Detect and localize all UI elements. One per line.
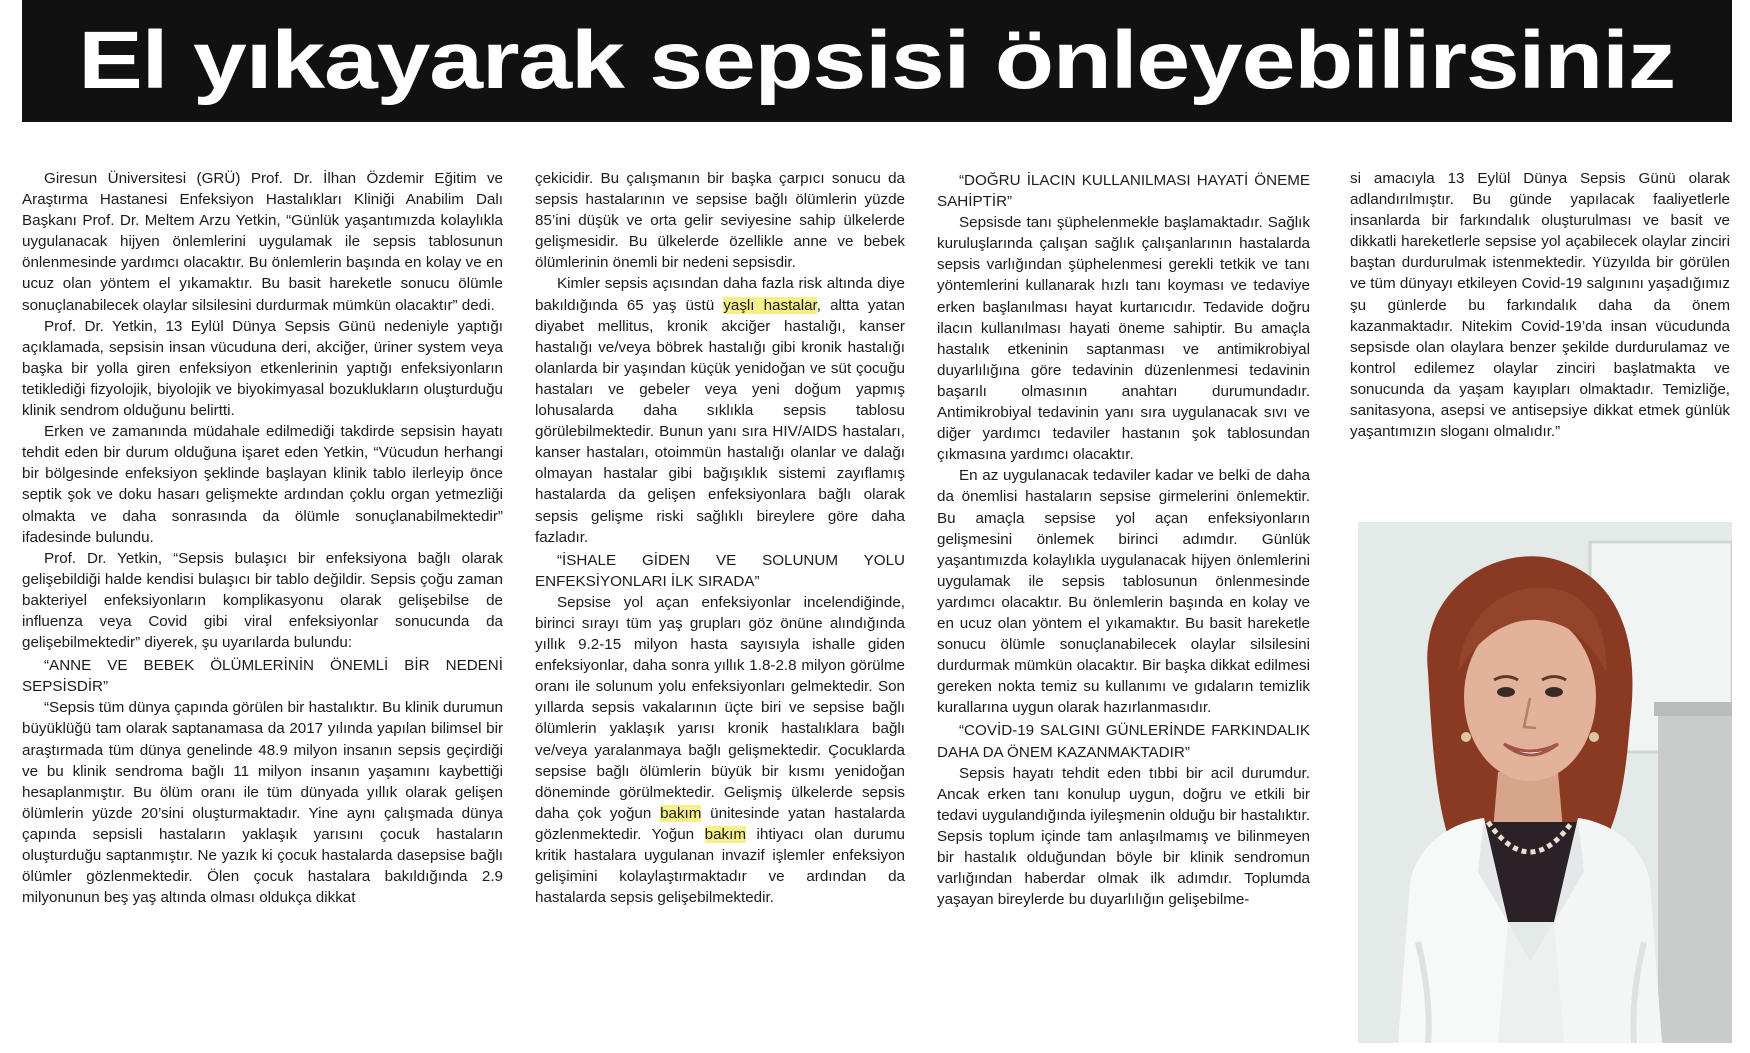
highlighted-text: bakım (660, 804, 702, 822)
subheading: “DOĞRU İLACIN KULLANILMASI HAYATİ ÖNEME SAHİPTİR” (937, 172, 1310, 211)
paragraph: si amacıyla 13 Eylül Dünya Sepsis Günü olarak adlandırılmıştır. Bu günde yapılacak faaliyetlerle insanlarda bir farkındalık oluşturulması ve basit ve dikkatli hareketlerle sepsise yol açabilecek olaylar zinciri baştan durdurulmak istenmektedir. Yüzyılda bir görülen ve tüm dünyayı etkileyen Covid-19 salgınını yaşadığımız şu günlerde bu farkındalık daha da önem kazanmaktadır. Nitekim Covid-19’da insan vücudunda sepsisde olan olaylara benzer şekilde durdurulamaz ve kontrol edilemez olaylar zinciri başlatmakta ve sonucunda da yaşam kayıpları olmaktadır. Temizliğe, sanitasyona, asepsi ve antisepsiye dikkat etmek günlük yaşantımızın sloganı olmalıdır.” (1350, 170, 1730, 441)
paragraph: Prof. Dr. Yetkin, “Sepsis bulaşıcı bir enfeksiyona bağlı olarak gelişebildiği halde kendisi bulaşıcı bir tablo değildir. Sepsis çoğu zaman bakteriyel enfeksiyonların komplikasyonu olarak gelişebilse de influenza veya Covid gibi viral enfeksiyonlar sonucunda da gelişebilmektedir” diyerek, şu uyarılarda bulundu: (22, 549, 503, 652)
text-run: Kimler sepsis açısından daha fazla risk altında diye bakıldığında 65 yaş üstü (535, 275, 905, 314)
subheading: “İSHALE GİDEN VE SOLUNUM YOLU ENFEKSİYONLARI İLK SIRADA” (535, 551, 905, 590)
headline: El yıkayarak sepsisi önleyebilirsiniz (78, 15, 1676, 106)
text-run: Sepsise yol açan enfeksiyonlar incelendiğinde, birinci sırayı tüm yaş grupları göz önüne alındığında yıllık 9.2-15 milyon hasta sayısıyla ishalle giden enfeksiyonlar, daha sonra yıllık 1.8-2.8 milyon görülme oranı ile solunum yolu enfeksiyonları gelmektedir. Son yıllarda sepsis vakalarının üçte biri ve sepsise bağlı ölümlerin yaklaşık yarısı kronik hastalıklara bağlı ve/veya yaralanmaya bağlı gelişmektedir. Çocuklarda sepsise bağlı ölümlerin büyük bir kısmı yenidoğan döneminde görülmektedir. Gelişmiş ülkelerde sepsis daha çok yoğun (535, 593, 905, 822)
paragraph (535, 592, 905, 908)
highlighted-text: bakım (704, 825, 746, 843)
text-run: ihtiyacı olan durumu kritik hastalara uygulanan invazif işlemler enfeksiyon gelişimini kolaylaştırmaktadır ve ardından da hastalarda sepsis gelişebilmektedir. (535, 825, 905, 907)
paragraph: çekicidir. Bu çalışmanın bir başka çarpıcı sonucu da sepsis hastalarının ve sepsise bağlı ölümlerin yüzde 85’ini düşük ve orta gelir seviyesine sahip ülkelerde gelişmesidir. Bu ülkelerde özellikle anne ve bebek ölümlerinin önemli bir nedeni sepsisdir. (535, 170, 905, 272)
text-run: , altta yatan diyabet mellitus, kronik akciğer hastalığı, kanser hastalığı ve/veya böbrek hastalığı gibi kronik hastalığı olanlarda bir yaşından küçük yenidoğan ve süt çocuğu hastaları ve gebeler veya yeni doğum yapmış lohusalarda daha sıklıkla sepsis tablosu görülebilmektedir. Bunun yanı sıra HIV/AIDS hastaları, kanser hastaları, otoimmün hastalığı olanlar ve dalağı olmayan hastalar gibi bağışıklık sistemi zayıflamış hastalarda da gelişen enfeksiyonlara bağlı olarak sepsis gelişme riski sağlıklı bireylere göre daha fazladır. (535, 296, 906, 546)
headline-banner (22, 0, 1732, 122)
paragraph: Giresun Üniversitesi (GRÜ) Prof. Dr. İlhan Özdemir Eğitim ve Araştırma Hastanesi Enfeksiyon Hastalıkları Kliniği Anabilim Dalı Başkanı Prof. Dr. Meltem Arzu Yetkin, “Günlük yaşantımızda kolaylıkla uygulanacak hijyen önlemlerini uygulamak ile sepsis tablosunun önlenmesinde yardımcı olacaktır. Bu önlemlerin başında en kolay ve en ucuz olan yöntem el yıkamaktır. Bu basit hareketle sonucu ölümle sonuçlanabilecek olaylar silsilesini durdurmak mümkün olacaktır” dedi. (22, 170, 503, 314)
paragraph: “Sepsis tüm dünya çapında görülen bir hastalıktır. Bu klinik durumun büyüklüğü tam olarak saptanamasa da 2017 yılında yapılan bilimsel bir araştırmada tüm dünya genelinde 48.9 milyon insanın sepsis geçirdiği ve bu klinik sendroma bağlı 11 milyon insanın yaşamını kaybettiği hesaplanmıştır. Bu ölüm oranı ile tüm dünyada yıllık olarak gelişen ölümlerin yüzde 20’sini oluşturmaktadır. Yine aynı çalışmada dünya çapında sepsisli hastaların yaklaşık yarısını çocuk hastaların oluşturduğu saptanmıştır. Ne yazık ki çocuk hastalarda dasepsise bağlı ölümler gözlenmektedir. Ölen çocuk hastalara bakıldığında 2.9 milyonunun beş yaş altında olması oldukça dikkat (22, 699, 503, 907)
article-column-3 (937, 168, 1310, 910)
subheading: “COVİD-19 SALGINI GÜNLERİNDE FARKINDALIK DAHA DA ÖNEM KAZANMAKTADIR” (937, 722, 1310, 761)
highlighted-text: yaşlı hastalar (723, 296, 817, 314)
paragraph: Sepsisde tanı şüphelenmekle başlamaktadır. Sağlık kuruluşlarında çalışan sağlık çalışanlarının hastalarda sepsis varlığından şüphelenmesi gerekli tetkik ve tanı yöntemlerini kullanarak hızlı tanı koyması ve tedaviye erken başlanılması hayat kurtarıcıdır. Tedavide doğru ilacın kullanılması hayati öneme sahiptir. Bu amaçla hastalık etkeninin saptanması ve antimikrobiyal duyarlılığına göre tedavinin düzenlenmesi tedavinin başarılı olmasının anahtarı durumundadır. Antimikrobiyal tedavinin yanı sıra uygulanacak sıvı ve diğer yardımcı tedaviler hastanın şok tablosundan çıkmasına yardımcı olacaktır. (937, 214, 1310, 464)
article-column-4 (1350, 168, 1730, 442)
paragraph: En az uygulanacak tedaviler kadar ve belki de daha da önemlisi hastaların sepsise girmelerini önlemektir. Bu amaçla sepsise yol açan enfeksiyonların gelişmesini önlemek birinci adımdır. Günlük yaşantımızda kolaylıkla uygulanacak hijyen önlemlerini uygulamak ile sepsis tablosunun önlenmesinde yardımcı olacaktır. Bu önlemlerin başında en kolay ve en ucuz olan yöntem el yıkamaktır. Bu basit hareketle sonucu ölümle sonuçlanabilecek olaylar silsilesini durdurmak mümkün olacaktır. Bir başka dikkat edilmesi gereken nokta temiz su kullanımı ve gıdaların temizlik kurallarına uygun olarak hazırlanmasıdır. (937, 467, 1310, 717)
article-column-1 (22, 168, 503, 908)
paragraph (535, 273, 905, 547)
paragraph: Sepsis hayatı tehdit eden tıbbi bir acil durumdur. Ancak erken tanı konulup uygun, doğru ve etkili bir tedavi uygulandığında iyileşmenin olduğu bir hastalıktır. Sepsis toplum içinde tam anlaşılmamış ve bilinmeyen bir hastalık olduğundan böyle bir klinik sendromun varlığından haberdar olmak ilk adımdır. Toplumda yaşayan bireylerde bu duyarlılığın gelişebilme- (937, 764, 1310, 909)
article-column-2 (535, 168, 905, 908)
paragraph: Prof. Dr. Yetkin, 13 Eylül Dünya Sepsis Günü nedeniyle yaptığı açıklamada, sepsisin insan vücuduna deri, akciğer, üriner system veya başka bir yolla giren enfeksiyon etkenlerinin yaptığı enfeksiyonların tetiklediği fizyolojik, biyolojik ve biyokimyasal bozuklukların oluşturduğu klinik sendrom olduğunu belirtti. (22, 317, 503, 420)
text-run: ünitesinde yatan hastalarda gözlenmektedir. Yoğun (535, 804, 905, 843)
paragraph: Erken ve zamanında müdahale edilmediği takdirde sepsisin hayatı tehdit eden bir durum olduğuna işaret eden Yetkin, “Vücudun herhangi bir bölgesinde enfeksiyon şeklinde başlayan klinik tablo ilerleyip önce septik şok ve doku hasarı gelişmekte ardından çoklu organ yetmezliği olmakta ve daha sonrasında da ölümle sonuçlanabilmektedir” ifadesinde bulundu. (22, 423, 503, 546)
portrait-photo (1358, 522, 1732, 1043)
portrait-illustration (1358, 522, 1732, 1043)
subheading: “ANNE VE BEBEK ÖLÜMLERİNİN ÖNEMLİ BİR NEDENİ SEPSİSDİR” (22, 657, 503, 696)
